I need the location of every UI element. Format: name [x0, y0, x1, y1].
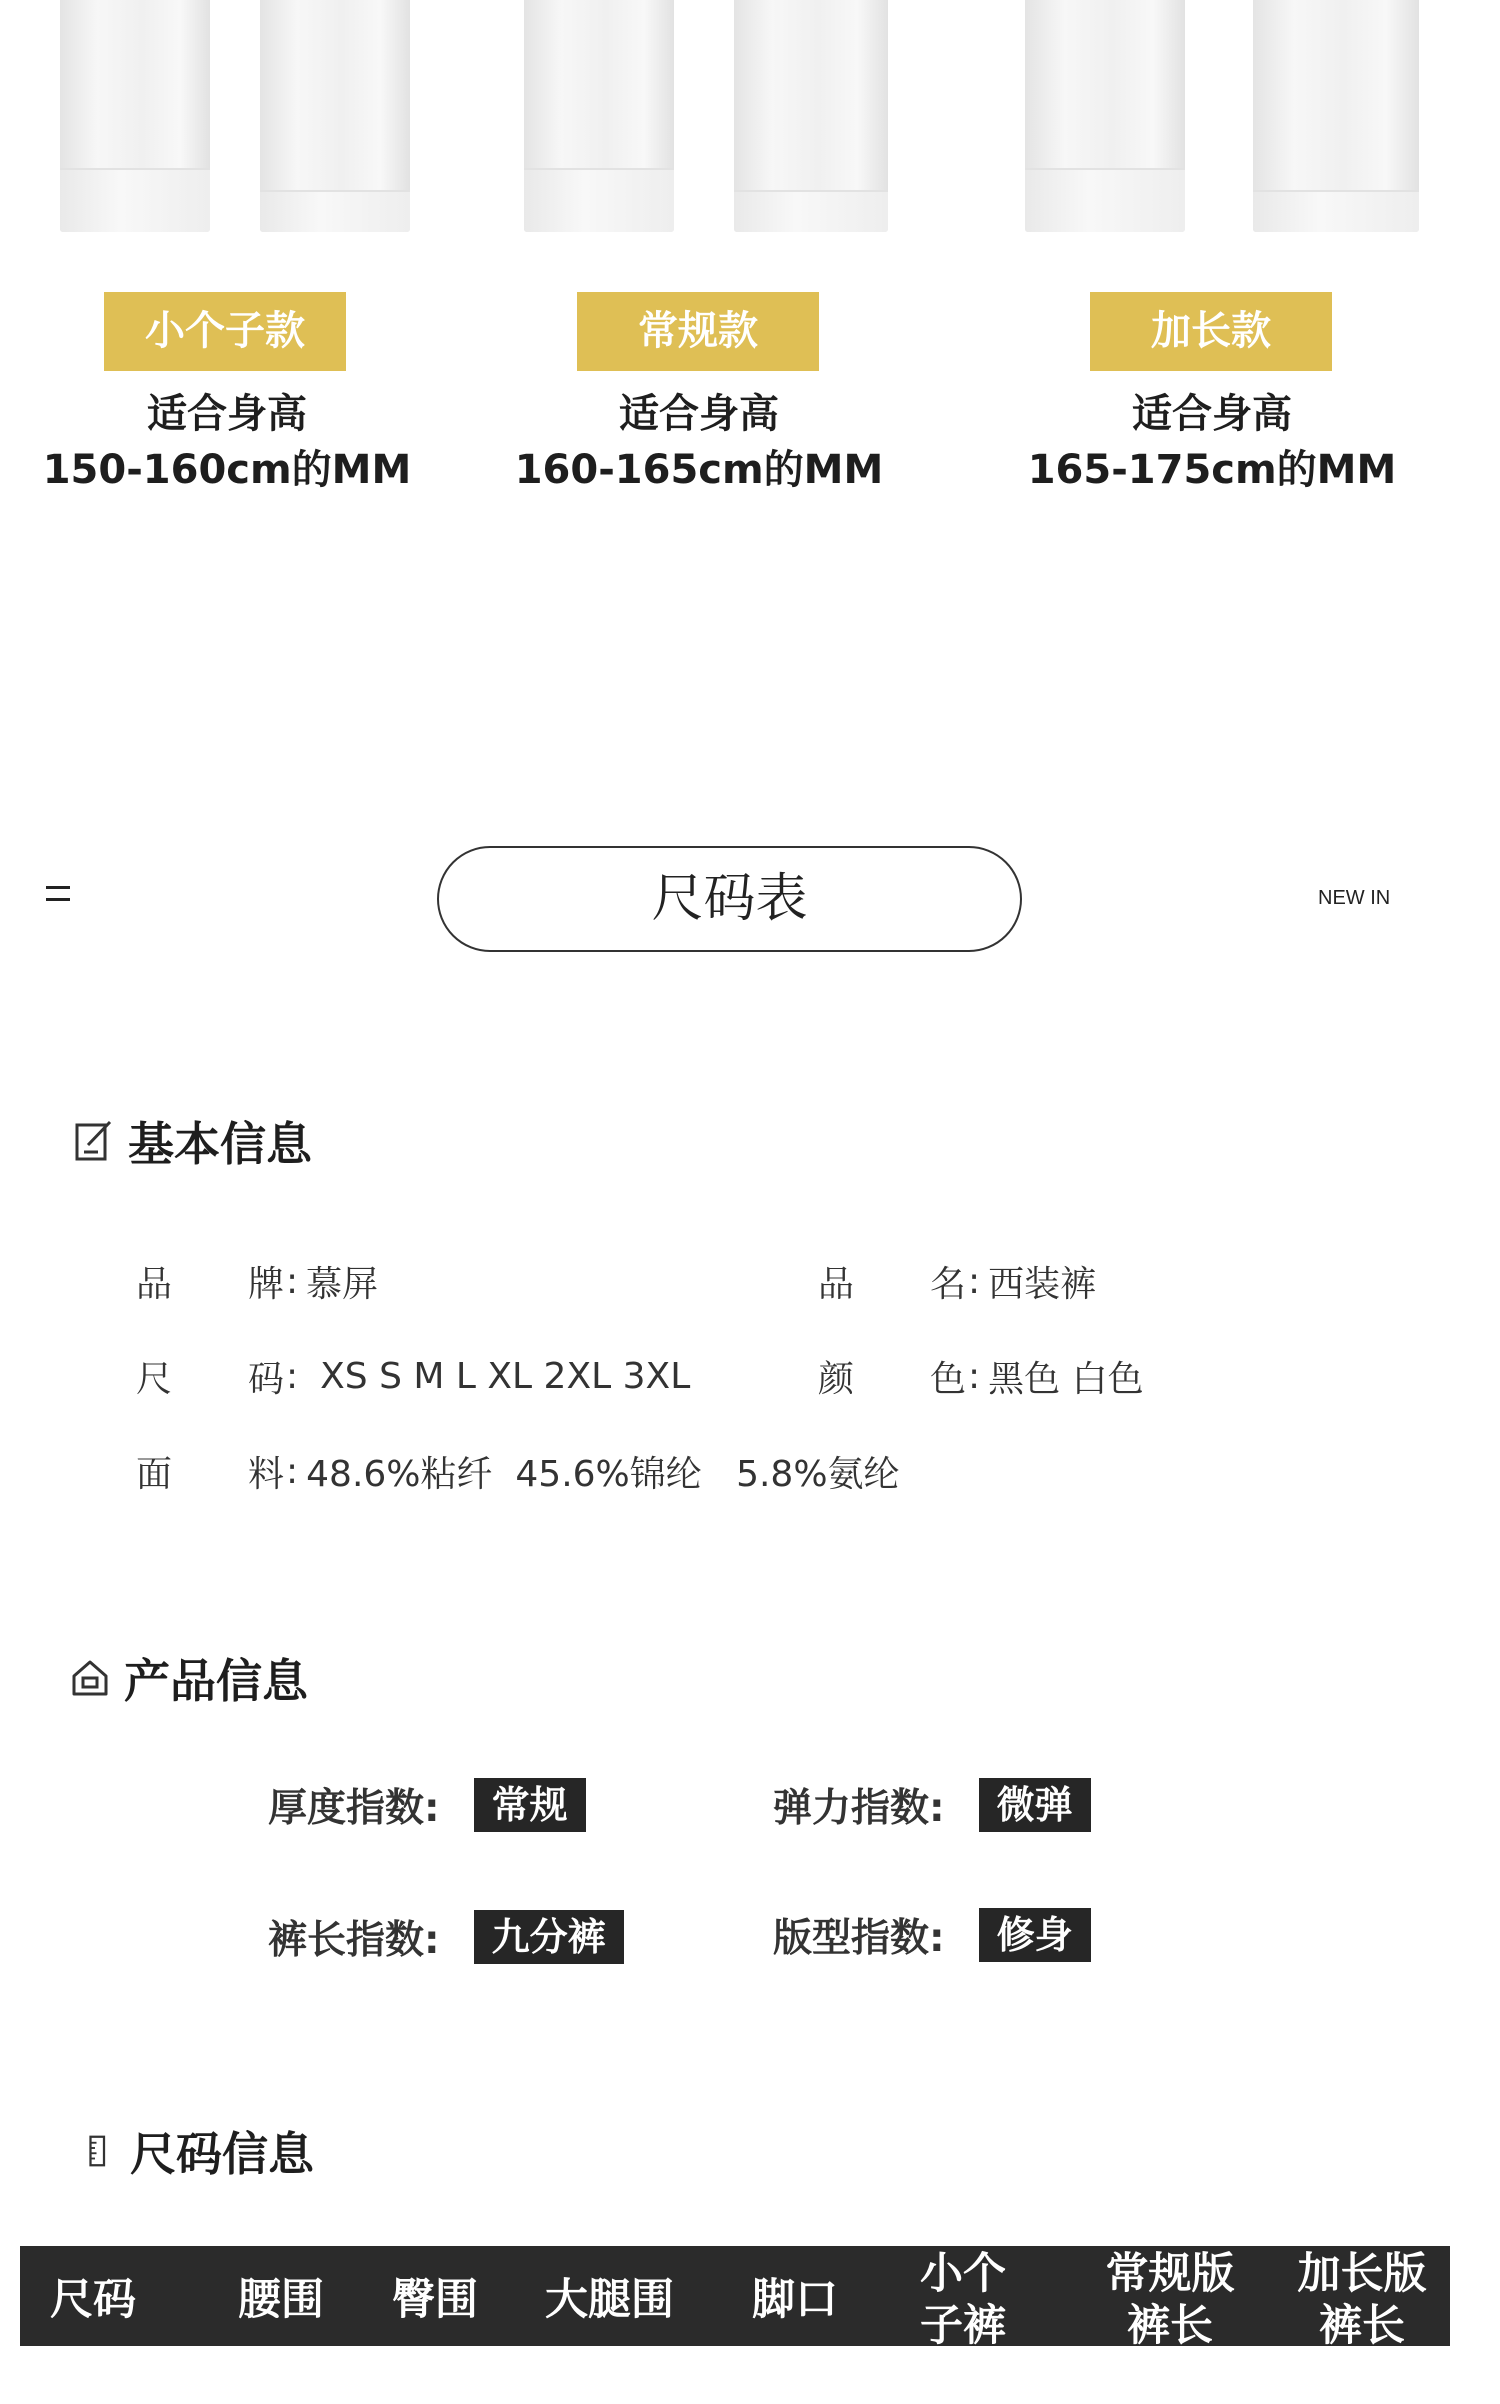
col-petite-length: 小个子裤长 — [920, 2249, 1006, 2403]
product-info-header — [70, 1645, 308, 1711]
length-badge: 九分裤 — [474, 1910, 624, 1964]
variant-desc-petite — [7, 386, 447, 498]
col-waist: 腰围 — [238, 2275, 324, 2325]
size-info-header — [86, 2118, 314, 2184]
product-info-title: 产品信息 — [124, 1654, 308, 1708]
brand-value: 慕屏 — [306, 1264, 379, 1305]
size-info-title: 尺码信息 — [130, 2127, 314, 2181]
info-row-brand: 品 牌 : 慕屏 — [136, 1256, 378, 1307]
size-label: 尺 码 — [136, 1359, 284, 1400]
col-hem: 脚口 — [752, 2275, 838, 2325]
basic-info-title: 基本信息 — [128, 1117, 312, 1171]
brand-label: 品 牌 — [136, 1264, 284, 1305]
info-row-fabric: 面 料 : 48.6%粘纤 45.6%锦纶 5.8%氨纶 — [136, 1446, 900, 1497]
col-size: 尺码 — [50, 2275, 136, 2325]
variant-desc-line1: 适合身高 — [147, 391, 307, 437]
variant-desc-line2: 150-160cm的MM — [42, 447, 412, 493]
variant-desc-line1: 适合身高 — [619, 391, 779, 437]
thickness-index — [268, 1777, 586, 1833]
edit-icon — [74, 1119, 114, 1163]
fit-badge: 修身 — [979, 1908, 1091, 1962]
elasticity-label: 弹力指数: — [773, 1786, 945, 1831]
col-thigh: 大腿围 — [545, 2275, 674, 2325]
variant-desc-line2: 160-165cm的MM — [514, 447, 884, 493]
pants-image-long — [1025, 0, 1419, 240]
elasticity-index — [773, 1777, 1091, 1833]
pants-image-petite — [60, 0, 370, 240]
fabric-value: 48.6%粘纤 45.6%锦纶 5.8%氨纶 — [306, 1454, 900, 1495]
thickness-badge: 常规 — [474, 1778, 586, 1832]
name-label: 品 名 — [818, 1264, 966, 1305]
thickness-label: 厚度指数: — [268, 1786, 440, 1831]
info-row-size: 尺 码 : XS S M L XL 2XL 3XL — [136, 1351, 690, 1402]
fit-label: 版型指数: — [773, 1916, 945, 1961]
color-value: 黑色 白色 — [988, 1359, 1144, 1400]
variant-tag-petite: 小个子款 — [104, 292, 346, 371]
variant-tag-regular: 常规款 — [577, 292, 819, 371]
new-in-label: NEW IN — [1318, 887, 1391, 909]
col-regular-length: 常规版裤长 — [1105, 2249, 1235, 2351]
length-index — [268, 1909, 624, 1965]
ruler-icon — [86, 2129, 116, 2173]
info-row-name: 品 名 : 西装裤 — [818, 1256, 1096, 1307]
pants-image-regular — [524, 0, 888, 240]
col-long-length: 加长版裤长 — [1297, 2249, 1427, 2351]
col-hip: 臀围 — [392, 2275, 478, 2325]
size-value: XS S M L XL 2XL 3XL — [320, 1356, 691, 1397]
home-icon — [70, 1656, 110, 1700]
size-chart-title: 尺码表 — [437, 846, 1022, 952]
name-value: 西装裤 — [988, 1264, 1097, 1305]
length-label: 裤长指数: — [268, 1918, 440, 1963]
size-table-header — [20, 2246, 1450, 2403]
menu-icon[interactable] — [46, 882, 72, 906]
fabric-label: 面 料 — [136, 1454, 284, 1495]
variant-desc-line1: 适合身高 — [1132, 391, 1292, 437]
info-row-color: 颜 色 : 黑色 白色 — [818, 1351, 1144, 1402]
fit-index — [773, 1907, 1091, 1963]
color-label: 颜 色 — [818, 1359, 966, 1400]
basic-info-header — [74, 1108, 312, 1174]
variant-desc-long — [992, 386, 1432, 498]
variant-tag-long: 加长款 — [1090, 292, 1332, 371]
variant-desc-line2: 165-175cm的MM — [1027, 447, 1397, 493]
variant-desc-regular — [479, 386, 919, 498]
elasticity-badge: 微弹 — [979, 1778, 1091, 1832]
